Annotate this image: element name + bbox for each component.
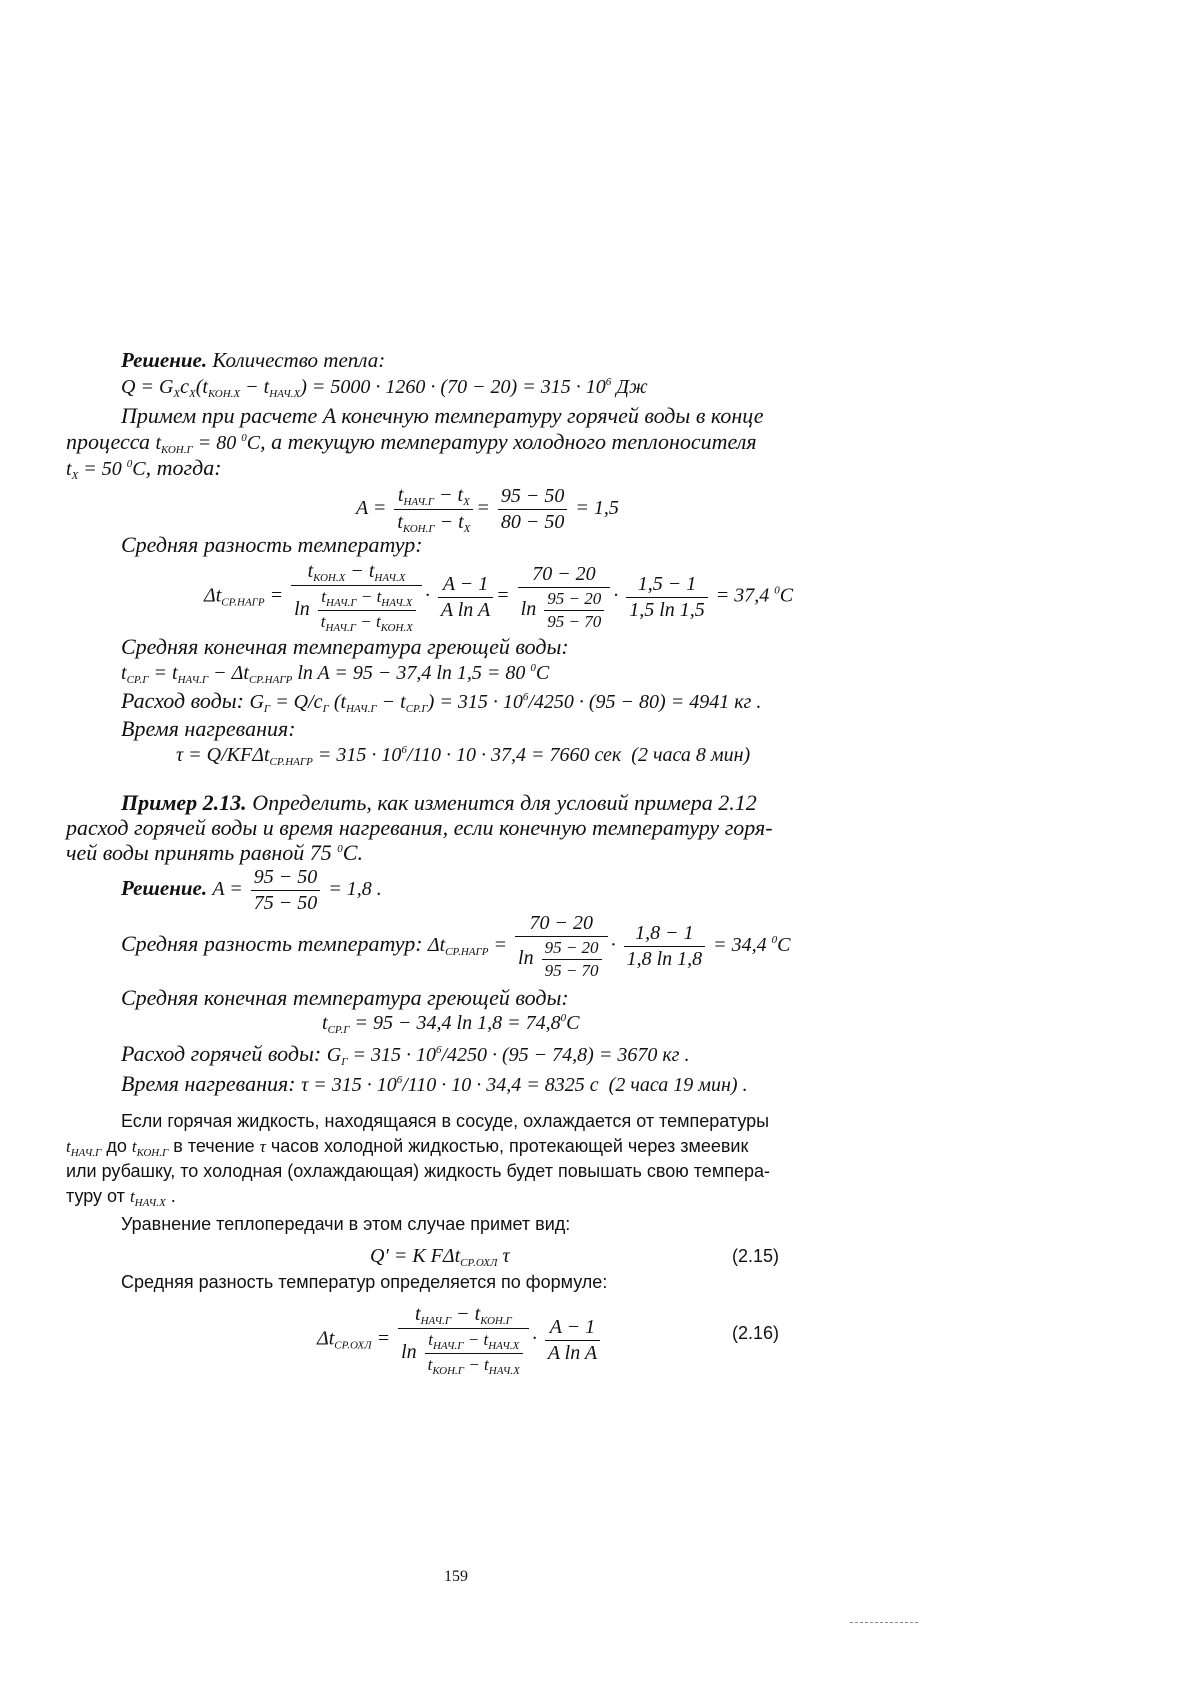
heat-amount-label: Количество тепла: (212, 348, 386, 372)
example-solution-heading: Решение. (121, 876, 208, 901)
equation-average-difference: $\Delta t_{СР.НАГР}$ = $t_{КОН.Х} - t_{НАЧ.Х}$ ln $\frac{t_{НАЧ.Г} - t_{НАЧ.Х}}{t_{НАЧ.Г} - t_{КОН.Х}}$ · $\frac{A - 1}{\text{A ln A}}$ = 70 − 20 ln $\frac{95 - 20}{95 - 70}$ · $\frac{1,5 - 1}{1,5 \ln 1,5}$ = 37,4 $^0$C (204, 560, 794, 634)
equation-a: A = $\frac{t_{НАЧ.Г} - t_Х}{t_{КОН.Г} - t_Х}$ = $\frac{95 - 50}{80 - 50}$ = 1,5 (356, 484, 619, 535)
example-final-temp-label: Средняя конечная температура греющей воды: (121, 985, 569, 1010)
equation-2-16: $\Delta t_{СР.ОХЛ}$ = $t_{НАЧ.Г} - t_{КОН.Г}$ ln $\frac{t_{НАЧ.Г} - t_{НАЧ.Х}}{t_{КОН.Г} - t_{НАЧ.Х}}$ · $\frac{A - 1}{\text{A ln A}}$ (317, 1303, 603, 1377)
page-number: 159 (444, 1568, 468, 1585)
scan-mark (850, 1622, 918, 1624)
text-line: Если горячая жидкость, находящаяся в сосуде, охлаждается от температуры (121, 1111, 770, 1131)
text-line: или рубашку, то холодная (охлаждающая) жидкость будет повышать свою темпера- (66, 1161, 770, 1181)
equation-number: (2.15) (732, 1246, 780, 1266)
example-line: Пример 2.13. Определить, как изменится для условий примера 2.12 (121, 790, 757, 815)
example-heat-time-line: Время нагревания: $\tau = 315 \cdot 10^6/110 \cdot 10 \cdot 34,4 = 8325$ с (2 часа 19 мин) . (121, 1071, 748, 1096)
example-hot-flow-line: Расход горячей воды: $G_Г = 315 \cdot 10^6/4250 \cdot (95 - 74,8) = 3670$ кг . (121, 1041, 690, 1068)
text-line: $t_{НАЧ.Г}$ до $t_{КОН.Г}$ в течение τ часов холодной жидкостью, протекающей через змеевик (66, 1136, 749, 1159)
example-avg-diff-line: Средняя разность температур: $\Delta t_{СР.НАГР}$ = 70 − 20 ln $\frac{95 - 20}{95 - 70}$ · $\frac{1,8 - 1}{1,8 \ln 1,8}$ = 34,4 $^0$C (121, 912, 791, 980)
heat-time-label: Время нагревания: (121, 716, 296, 741)
equation-heating-time: $\tau = Q/KF\Delta t_{СР.НАГР} = 315 \cdot 10^6/110 \cdot 10 \cdot 37,4 = 7660$ сек (2 часа 8 мин) (176, 744, 751, 768)
example-line: чей воды принять равной 75 $^0$C. (66, 840, 363, 865)
final-temp-label: Средняя конечная температура греющей воды: (121, 634, 569, 659)
example-heading: Пример 2.13. (121, 790, 247, 815)
example-solution-line: Решение. A = $\frac{95 - 50}{75 - 50}$ = 1,8 . (121, 866, 382, 914)
equation-number: (2.16) (732, 1323, 780, 1343)
text-line: туру от $t_{НАЧ.Х}$ . (66, 1186, 176, 1209)
example-line: расход горячей воды и время нагревания, если конечную температуру горя- (66, 815, 773, 840)
text-line: Средняя разность температур определяется по формуле: (121, 1272, 608, 1292)
paragraph-line: $t_Х = 50$ $^0$C, тогда: (66, 455, 222, 482)
example-equation-final-temperature: $t_{СР.Г} = 95 - 34,4$ $\ln 1,8 = 74,8^0C$ (322, 1012, 580, 1036)
solution-heading-line (121, 348, 385, 373)
text-line: Уравнение теплопередачи в этом случае примет вид: (121, 1214, 571, 1234)
avg-diff-label: Средняя разность температур: (121, 532, 423, 557)
equation-heat-amount: $Q = G_Хc_Х(t_{КОН.Х} - t_{НАЧ.Х}) = 5000 \cdot 1260 \cdot (70 - 20) = 315 \cdot 10^6$ Дж (121, 376, 648, 400)
solution-heading: Решение. (121, 348, 208, 372)
equation-final-temperature: $t_{СР.Г} = t_{НАЧ.Г} - \Delta t_{СР.НАГР}$ ln A = 95 − 37,4 ln 1,5 = 80 $^0$C (121, 662, 550, 686)
equation-2-15: Q′ = K FΔt$_{СР.ОХЛ}$ τ (370, 1245, 510, 1269)
paragraph-line: Примем при расчете A конечную температуру горячей воды в конце (121, 403, 764, 428)
water-flow-line: Расход воды: $G_Г = Q/c_Г$ $(t_{НАЧ.Г} - t_{СР.Г}) = 315 \cdot 10^6/4250 \cdot (95 - 80) = 4941$ кг . (121, 688, 762, 715)
paragraph-line: процесса $t_{КОН.Г} = 80$ $^0$C, а текущую температуру холодного теплоносителя (66, 429, 757, 456)
